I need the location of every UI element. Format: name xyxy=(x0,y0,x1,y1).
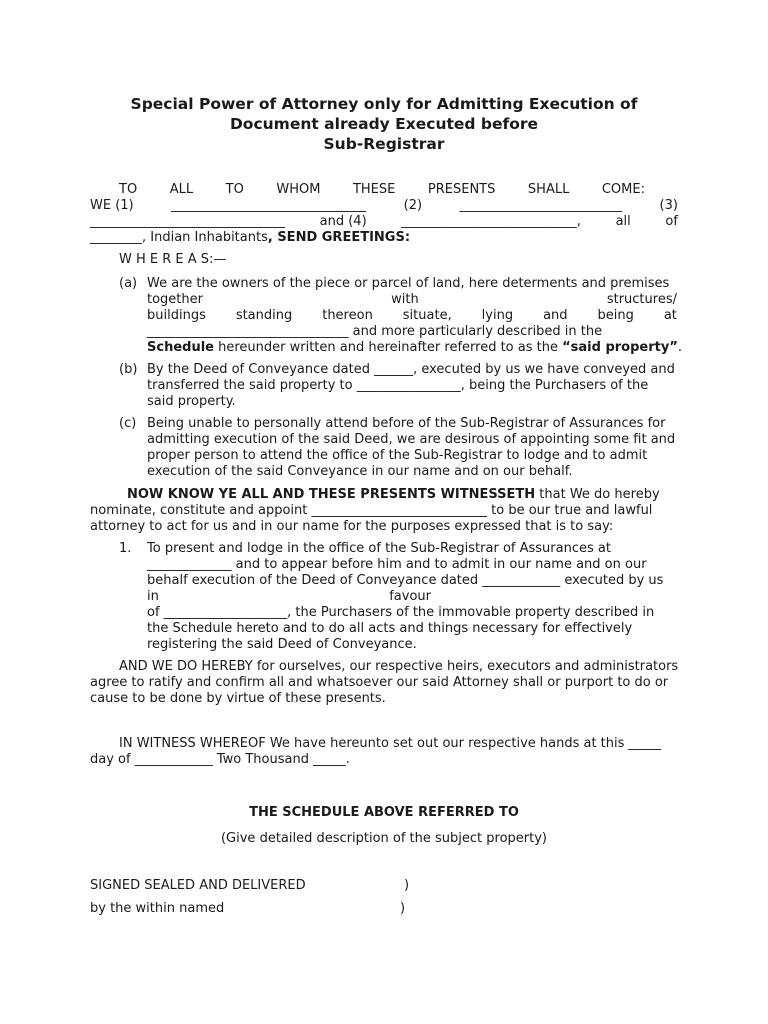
name-blank-2: _________________________ xyxy=(459,198,623,213)
text-word: in xyxy=(147,589,159,604)
clause-c-line: execution of the said Conveyance in our name and on our behalf. xyxy=(147,464,573,479)
item-1-line: _____________ and to appear before him and to admit in our name and on our xyxy=(147,557,647,572)
address-word: THESE xyxy=(352,182,396,197)
number-label: and (4) xyxy=(319,214,367,229)
clause-text: that We do hereby xyxy=(535,487,660,502)
names-line xyxy=(90,214,678,230)
witnesseth-line: nominate, constitute and appoint ___________________________ to be our true and lawful xyxy=(90,503,653,518)
clause-text: hereunder written and hereinafter referred to as the xyxy=(213,340,563,355)
text-word: at xyxy=(663,308,677,323)
ratify-line: agree to ratify and confirm all and whatsoever our said Attorney shall or purport to do or xyxy=(90,675,669,690)
clause-b-line: By the Deed of Conveyance dated ______, executed by us we have conveyed and xyxy=(147,362,675,377)
clause-text: . xyxy=(677,340,683,355)
address-line xyxy=(119,182,645,198)
witness-line: day of ____________ Two Thousand _____. xyxy=(90,752,350,767)
said-property-bold: “said property” xyxy=(562,340,678,355)
title-line-3: Sub-Registrar xyxy=(323,135,445,153)
clause-b-label: (b) xyxy=(119,362,138,377)
address-word: PRESENTS xyxy=(427,182,496,197)
text-word: situate, xyxy=(402,308,452,323)
text-word: being xyxy=(597,308,634,323)
signed-paren: ) xyxy=(400,901,406,916)
clause-c-line: proper person to attend the office of the Sub-Registrar to lodge and to admit xyxy=(147,448,648,463)
address-word: COME: xyxy=(601,182,645,197)
clause-a-line xyxy=(147,340,682,356)
item-1-line: behalf execution of the Deed of Conveyance dated ____________ executed by us xyxy=(147,573,664,588)
clause-b-line: said property. xyxy=(147,394,236,409)
greetings-line xyxy=(90,230,410,246)
address-word: TO xyxy=(119,182,138,197)
text-word: standing xyxy=(235,308,293,323)
document-title xyxy=(120,94,648,154)
title-line-1: Special Power of Attorney only for Admitting Execution of xyxy=(130,95,638,113)
number-label: (3) xyxy=(659,198,678,213)
text-word: and xyxy=(543,308,568,323)
text-word: of xyxy=(665,214,678,229)
inhabitants-text: ________, Indian Inhabitants xyxy=(90,230,268,245)
address-word: WHOM xyxy=(276,182,321,197)
text-word: together xyxy=(147,292,203,307)
schedule-note: (Give detailed description of the subject property) xyxy=(220,831,547,846)
name-blank-3: ______________________________ xyxy=(90,214,285,229)
schedule-heading: THE SCHEDULE ABOVE REFERRED TO xyxy=(249,805,519,820)
item-1-line: To present and lodge in the office of the Sub-Registrar of Assurances at xyxy=(147,541,611,556)
item-1-label: 1. xyxy=(119,541,132,556)
text-word: lying xyxy=(481,308,514,323)
text-word: structures/ xyxy=(606,292,677,307)
clause-a-label: (a) xyxy=(119,276,138,291)
clause-c-line: admitting execution of the said Deed, we are desirous of appointing some fit and xyxy=(147,432,676,447)
text-word: all xyxy=(615,214,631,229)
address-word: TO xyxy=(225,182,244,197)
clause-a-line xyxy=(147,292,677,308)
send-greetings: , SEND GREETINGS: xyxy=(267,230,411,245)
item-1-line: registering the said Deed of Conveyance. xyxy=(147,637,417,652)
ratify-line: cause to be done by virtue of these presents. xyxy=(90,691,386,706)
we-line xyxy=(90,198,678,214)
signed-line: SIGNED SEALED AND DELIVERED xyxy=(90,878,306,893)
text-word: favour xyxy=(389,589,431,604)
clause-a-line xyxy=(147,308,677,324)
signed-line: by the within named xyxy=(90,901,225,916)
item-1-line: the Schedule hereto and to do all acts and things necessary for effectively xyxy=(147,621,633,636)
item-1-line xyxy=(147,589,431,605)
we-label: WE (1) xyxy=(90,198,134,213)
clause-a-line: _______________________________ and more particularly described in the xyxy=(147,324,603,339)
witness-line: IN WITNESS WHEREOF We have hereunto set out our respective hands at this _____ xyxy=(119,736,662,751)
item-1-line: of ___________________, the Purchasers of the immovable property described in xyxy=(147,605,655,620)
text-word: buildings xyxy=(147,308,206,323)
witnesseth-bold: NOW KNOW YE ALL AND THESE PRESENTS WITNESSETH xyxy=(127,487,536,502)
ratify-line: AND WE DO HEREBY for ourselves, our respective heirs, executors and administrators xyxy=(119,659,679,674)
title-line-2: Document already Executed before xyxy=(229,115,539,133)
signed-paren: ) xyxy=(404,878,410,893)
text-word: thereon xyxy=(322,308,373,323)
witnesseth-line xyxy=(127,487,660,503)
address-word: ALL xyxy=(169,182,194,197)
clause-a-line: We are the owners of the piece or parcel of land, here determents and premises xyxy=(147,276,670,291)
whereas-heading: W H E R E A S:— xyxy=(119,252,227,267)
clause-c-label: (c) xyxy=(119,416,137,431)
number-label: (2) xyxy=(403,198,423,213)
clause-b-line: transferred the said property to ________________, being the Purchasers of the xyxy=(147,378,649,393)
text-word: with xyxy=(391,292,419,307)
name-blank-4: ___________________________, xyxy=(401,214,581,229)
name-blank-1: ______________________________ xyxy=(171,198,367,213)
clause-c-line: Being unable to personally attend before of the Sub-Registrar of Assurances for xyxy=(147,416,666,431)
address-word: SHALL xyxy=(527,182,570,197)
witnesseth-line: attorney to act for us and in our name for the purposes expressed that is to say: xyxy=(90,519,614,534)
schedule-bold: Schedule xyxy=(147,340,214,355)
